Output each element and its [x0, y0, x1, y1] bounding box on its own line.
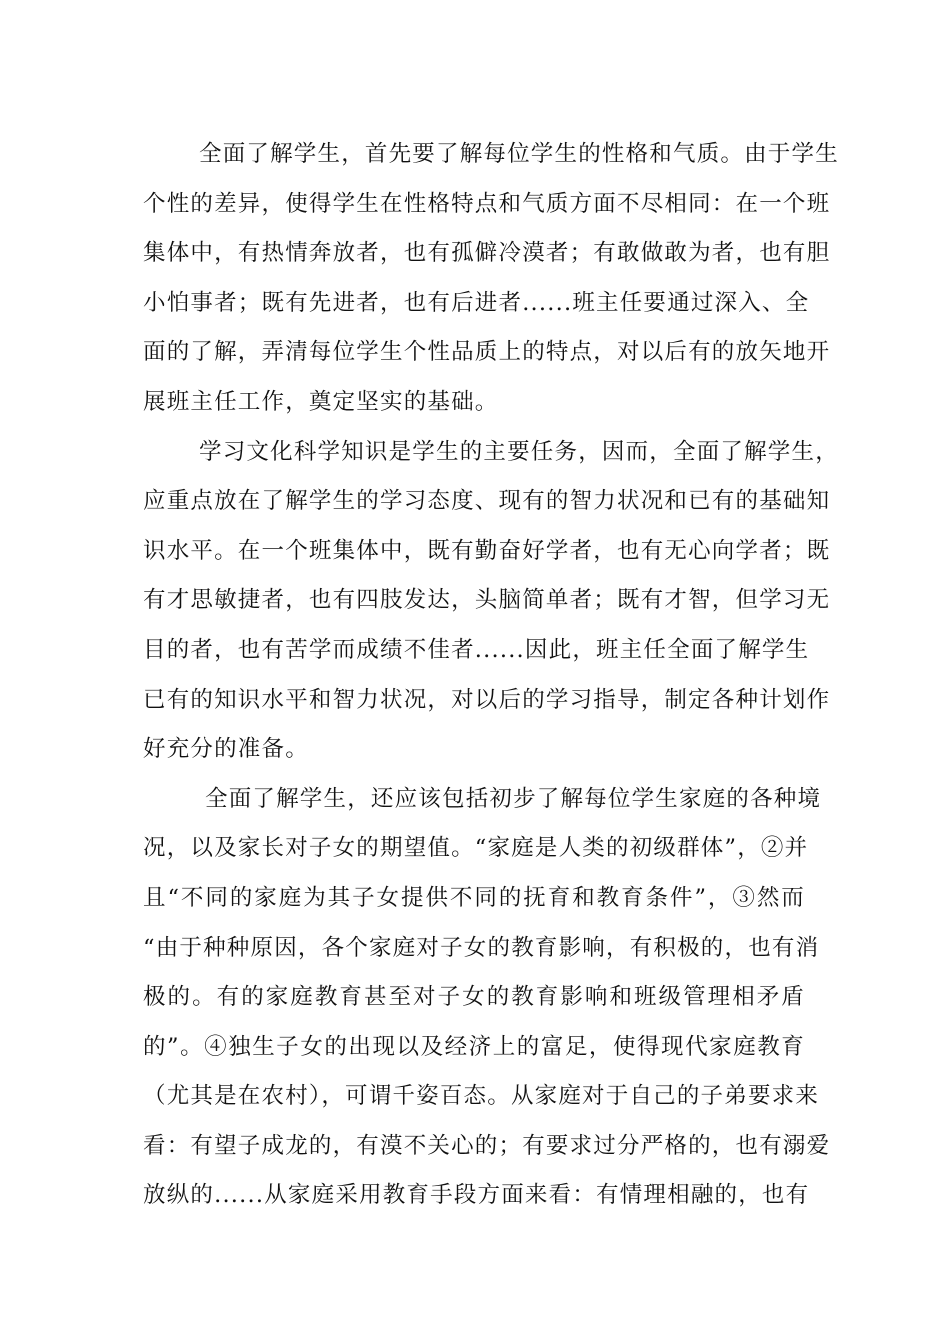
text-line: （尤其是在农村），可谓千姿百态。从家庭对于自己的子弟要求来 — [143, 1083, 820, 1110]
text-line: 况，以及家长对子女的期望值。“家庭是人类的初级群体”，②并 — [143, 835, 809, 862]
text-line: 应重点放在了解学生的学习态度、现有的智力状况和已有的基础知 — [143, 488, 831, 515]
paragraph-3 — [143, 775, 831, 1221]
text-line: 极的。有的家庭教育甚至对子女的教育影响和班级管理相矛盾 — [143, 984, 805, 1011]
text-line: 好充分的准备。 — [143, 736, 309, 763]
text-line: 全面了解学生，首先要了解每位学生的性格和气质。由于学生 — [199, 141, 839, 167]
text-line: 小怕事者；既有先进者，也有后进者......班主任要通过深入、全 — [143, 289, 810, 316]
text-line: 学习文化科学知识是学生的主要任务，因而，全面了解学生， — [199, 438, 839, 465]
text-line: 集体中，有热情奔放者，也有孤僻冷漠者；有敢做敢为者，也有胆 — [143, 240, 831, 267]
text-line: 个性的差异，使得学生在性格特点和气质方面不尽相同：在一个班 — [143, 190, 831, 217]
text-line: 放纵的......从家庭采用教育手段方面来看：有情理相融的，也有 — [143, 1182, 810, 1209]
document-body — [143, 130, 839, 1221]
paragraph-2 — [143, 428, 839, 775]
text-line: 且“不同的家庭为其子女提供不同的抚育和教育条件”，③然而 — [143, 884, 805, 911]
text-line: 识水平。在一个班集体中，既有勤奋好学者，也有无心向学者；既 — [143, 537, 831, 564]
text-line: 已有的知识水平和智力状况，对以后的学习指导，制定各种计划作 — [143, 686, 831, 713]
text-line: 全面了解学生，还应该包括初步了解每位学生家庭的各种境 — [205, 785, 822, 812]
text-line: 有才思敏捷者，也有四肢发达，头脑简单者；既有才智，但学习无 — [143, 587, 831, 614]
text-line: “由于种种原因，各个家庭对子女的教育影响，有积极的，也有消 — [143, 934, 820, 961]
text-line: 展班主任工作，奠定坚实的基础。 — [143, 388, 499, 415]
text-line: 目的者，也有苦学而成绩不佳者......因此，班主任全面了解学生 — [143, 636, 810, 663]
text-line: 的”。④独生子女的出现以及经济上的富足，使得现代家庭教育 — [143, 1033, 805, 1060]
text-line: 面的了解，弄清每位学生个性品质上的特点，对以后有的放矢地开 — [143, 339, 831, 366]
paragraph-1 — [143, 130, 839, 428]
text-line: 看：有望子成龙的，有漠不关心的；有要求过分严格的，也有溺爱 — [143, 1132, 831, 1159]
